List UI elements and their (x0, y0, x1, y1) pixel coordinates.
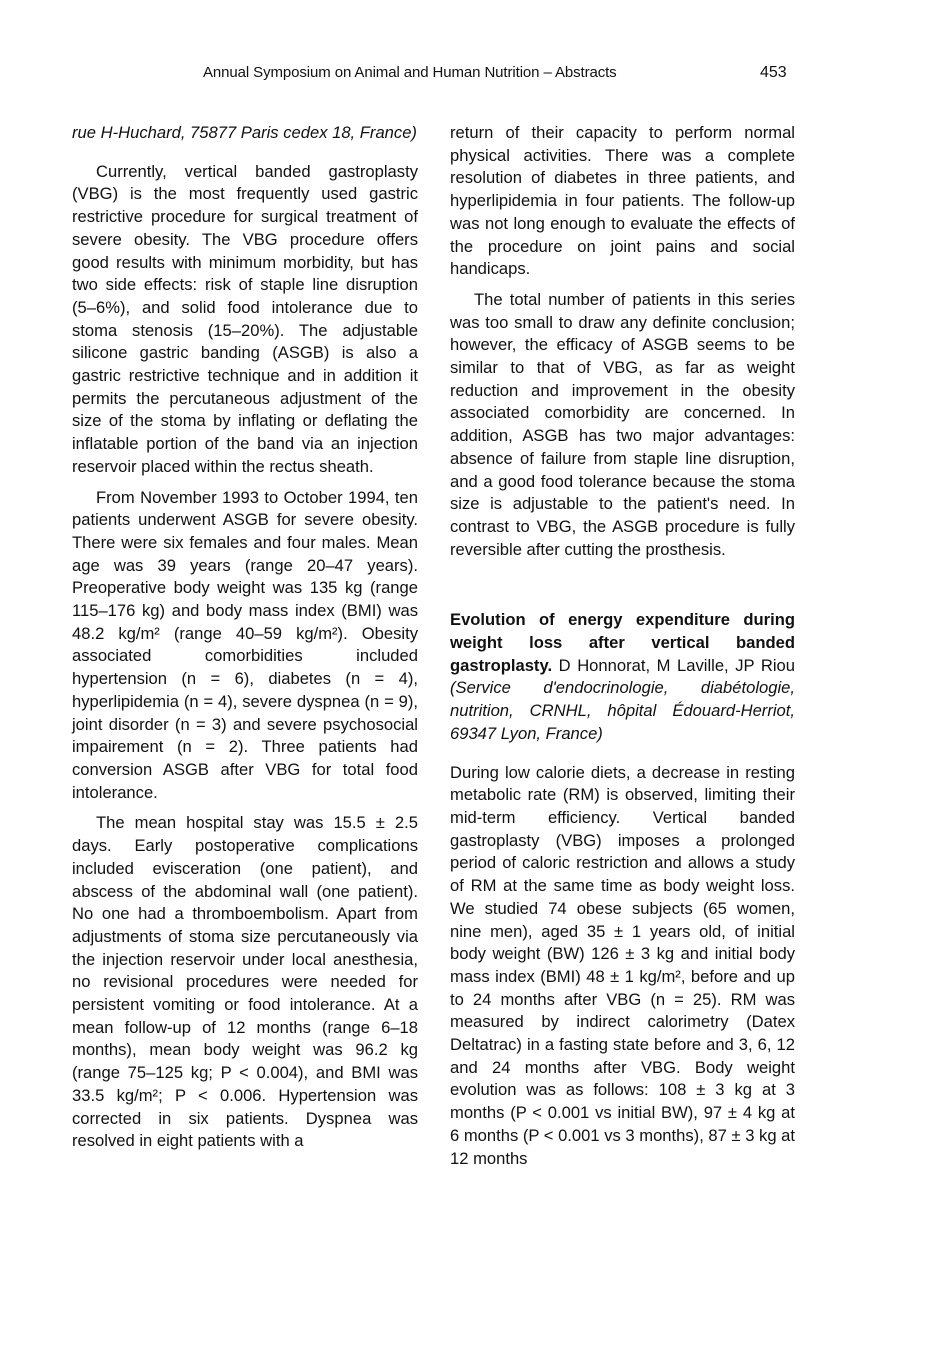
abstract-affiliation: (Service d'endocrinologie, diabétologie, nutrition, CRNHL, hôpital Édouard-Herriot, 69347 Lyon, France) (450, 678, 795, 743)
page-number: 453 (760, 64, 787, 81)
body-paragraph: During low calorie diets, a decrease in resting metabolic rate (RM) is observed, limiting their mid-term efficiency. Vertical banded gastroplasty (VBG) imposes a prolonged period of caloric restriction and allows a study of RM at the same time as body weight loss. We studied 74 obese subjects (65 women, nine men), aged 35 ± 1 years old, of initial body weight (BW) 126 ± 3 kg and initial body mass index (BMI) 48 ± 1 kg/m², before and up to 24 months after VBG (n = 25). RM was measured by indirect calorimetry (Datex Deltatrac) in a fasting state before and 3, 6, 12 and 24 months after VBG. Body weight evolution was as follows: 108 ± 3 kg at 3 months (P < 0.001 vs initial BW), 97 ± 4 kg at 6 months (P < 0.001 vs 3 months), 87 ± 3 kg at 12 months (450, 762, 796, 1168)
left-column (72, 122, 418, 1153)
body-paragraph: The total number of patients in this series was too small to draw any definite conclusion; however, the efficacy of ASGB seems to be similar to that of VBG, as far as weight reduction and improvement in the obesity associated comorbidity are concerned. In addition, ASGB has two major advantages: absence of failure from staple line disruption, and a good food tolerance because the stoma size is adjustable to the patient's need. In contrast to VBG, the ASGB procedure is fully reversible after cutting the prosthesis. (450, 289, 795, 559)
body-paragraph: From November 1993 to October 1994, ten patients underwent ASGB for severe obesity. There were six females and four males. Mean age was 39 years (range 20–47 years). Preoperative body weight was 135 kg (range 115–176 kg) and body mass index (BMI) was 48.2 kg/m² (range 40–59 kg/m²). Obesity associated comorbidities included hypertension (n = 6), diabetes (n = 4), hyperlipidemia (n = 4), severe dyspnea (n = 9), joint disorder (n = 3) and severe psychosocial impairement (n = 2). Three patients had conversion ASGB after VBG for total food intolerance. (72, 487, 418, 802)
right-column (450, 122, 795, 1170)
running-title: Annual Symposium on Animal and Human Nutrition – Abstracts (203, 64, 617, 81)
body-paragraph: Currently, vertical banded gastroplasty (VBG) is the most frequently used gastric restrictive procedure for surgical treatment of severe obesity. The VBG procedure offers good results with minimum morbidity, but has two side effects: risk of staple line disruption (5–6%), and solid food intolerance due to stoma stenosis (15–20%). The adjustable silicone gastric banding (ASGB) is also a gastric restrictive technique and in addition it permits the percutaneous adjustment of the size of the stoma by inflating or deflating the inflatable portion of the band via an injection reservoir placed within the rectus sheath. (72, 161, 418, 476)
running-header (0, 64, 930, 84)
affiliation-continuation: rue H-Huchard, 75877 Paris cedex 18, France) (72, 123, 417, 142)
abstract-authors: D Honnorat, M Laville, JP Riou (558, 655, 795, 675)
abstract-heading (450, 609, 795, 745)
body-paragraph: The mean hospital stay was 15.5 ± 2.5 days. Early postoperative complications included evisceration (one patient), and abscess of the abdominal wall (one patient). No one had a thromboembolism. Apart from adjustments of stoma size percutaneously via the injection reservoir under local anesthesia, no revisional procedures were needed for persistent vomiting or food intolerance. At a mean follow-up of 12 months (range 6–18 months), mean body weight was 96.2 kg (range 75–125 kg; P < 0.004), and BMI was 33.5 kg/m²; P < 0.006. Hypertension was corrected in six patients. Dyspnea was resolved in eight patients with a (72, 813, 418, 1151)
abstract-title: Evolution of energy expenditure during weight loss after vertical banded gastroplasty. (450, 610, 795, 675)
body-paragraph: return of their capacity to perform normal physical activities. There was a complete resolution of diabetes in three patients, and hyperlipidemia in four patients. The follow-up was not long enough to evaluate the effects of the procedure on joint pains and social handicaps. (450, 123, 795, 279)
